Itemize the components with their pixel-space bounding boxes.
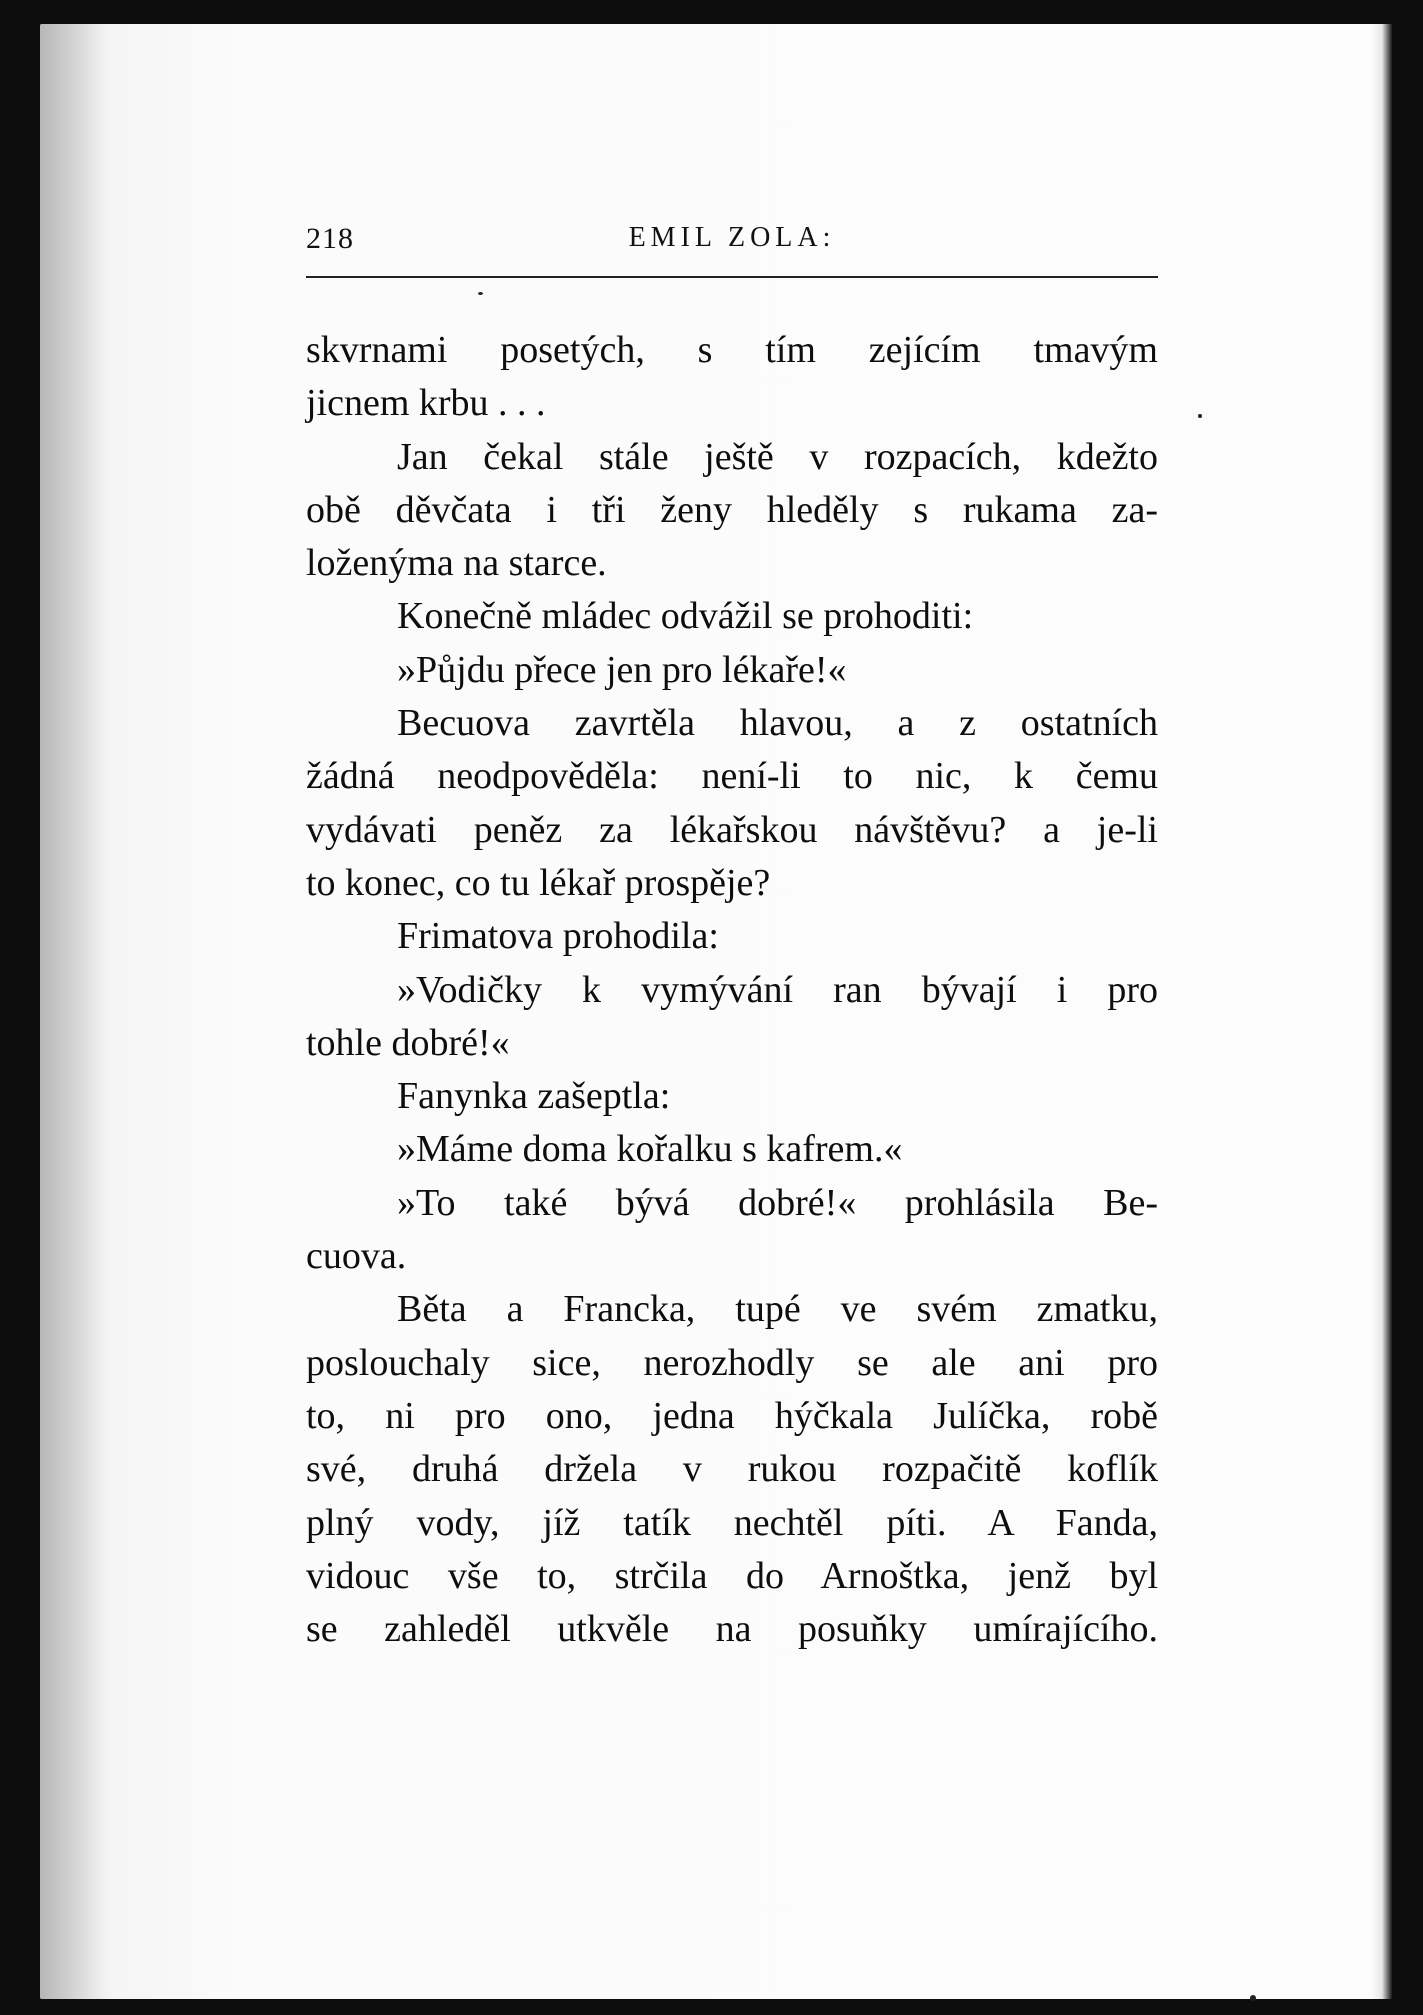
- text-line: Becuova zavrtěla hlavou, a z ostatních: [397, 702, 1158, 745]
- text-line: to, ni pro ono, jedna hýčkala Julíčka, robě: [306, 1394, 1158, 1437]
- text-line: žádná neodpověděla: není-li to nic, k čemu: [306, 755, 1158, 798]
- page-edge-shadow: [1372, 24, 1392, 1999]
- text-line: Jan čekal stále ještě v rozpacích, kdežto: [397, 435, 1158, 478]
- text-line: Konečně mládec odvážil se prohoditi:: [397, 595, 974, 638]
- page-number: 218: [306, 222, 354, 255]
- body-text: [306, 324, 1158, 1656]
- text-line: vidouc vše to, strčila do Arnoštka, jenž byl: [306, 1554, 1158, 1597]
- text-line: Běta a Francka, tupé ve svém zmatku,: [397, 1288, 1158, 1331]
- text-line: své, druhá držela v rukou rozpačitě koflík: [306, 1448, 1158, 1491]
- scan-speck: [1198, 414, 1202, 418]
- text-line: obě děvčata i tři ženy hleděly s rukama za-: [306, 488, 1158, 531]
- text-line: Fanynka zašeptla:: [397, 1075, 671, 1118]
- page-header: [306, 214, 1158, 264]
- text-line: vydávati peněz za lékařskou návštěvu? a je-li: [306, 808, 1158, 851]
- text-line: se zahleděl utkvěle na posuňky umírajícího.: [306, 1608, 1158, 1651]
- text-line: skvrnami posetých, s tím zejícím tmavým: [306, 329, 1158, 371]
- text-line: plný vody, jíž tatík nechtěl píti. A Fanda,: [306, 1501, 1158, 1544]
- text-line: loženýma na starce.: [306, 542, 607, 585]
- text-line: »Půjdu přece jen pro lékaře!«: [397, 648, 847, 691]
- text-line: to konec, co tu lékař prospěje?: [306, 861, 771, 904]
- scan-speck: [478, 292, 483, 295]
- text-line: »Vodičky k vymývání ran bývají i pro: [397, 968, 1158, 1011]
- scan-speck: [1250, 1995, 1256, 2001]
- text-line: cuova.: [306, 1235, 407, 1278]
- text-line: tohle dobré!«: [306, 1021, 510, 1064]
- running-head: EMIL ZOLA:: [628, 222, 836, 253]
- header-rule: [306, 276, 1158, 278]
- text-line: »To také bývá dobré!« prohlásila Be-: [397, 1181, 1158, 1224]
- text-line: poslouchaly sice, nerozhodly se ale ani pro: [306, 1341, 1158, 1384]
- text-line: »Máme doma kořalku s kafrem.«: [397, 1128, 903, 1171]
- text-line: jicnem krbu . . .: [306, 382, 546, 425]
- text-line: Frimatova prohodila:: [397, 915, 719, 958]
